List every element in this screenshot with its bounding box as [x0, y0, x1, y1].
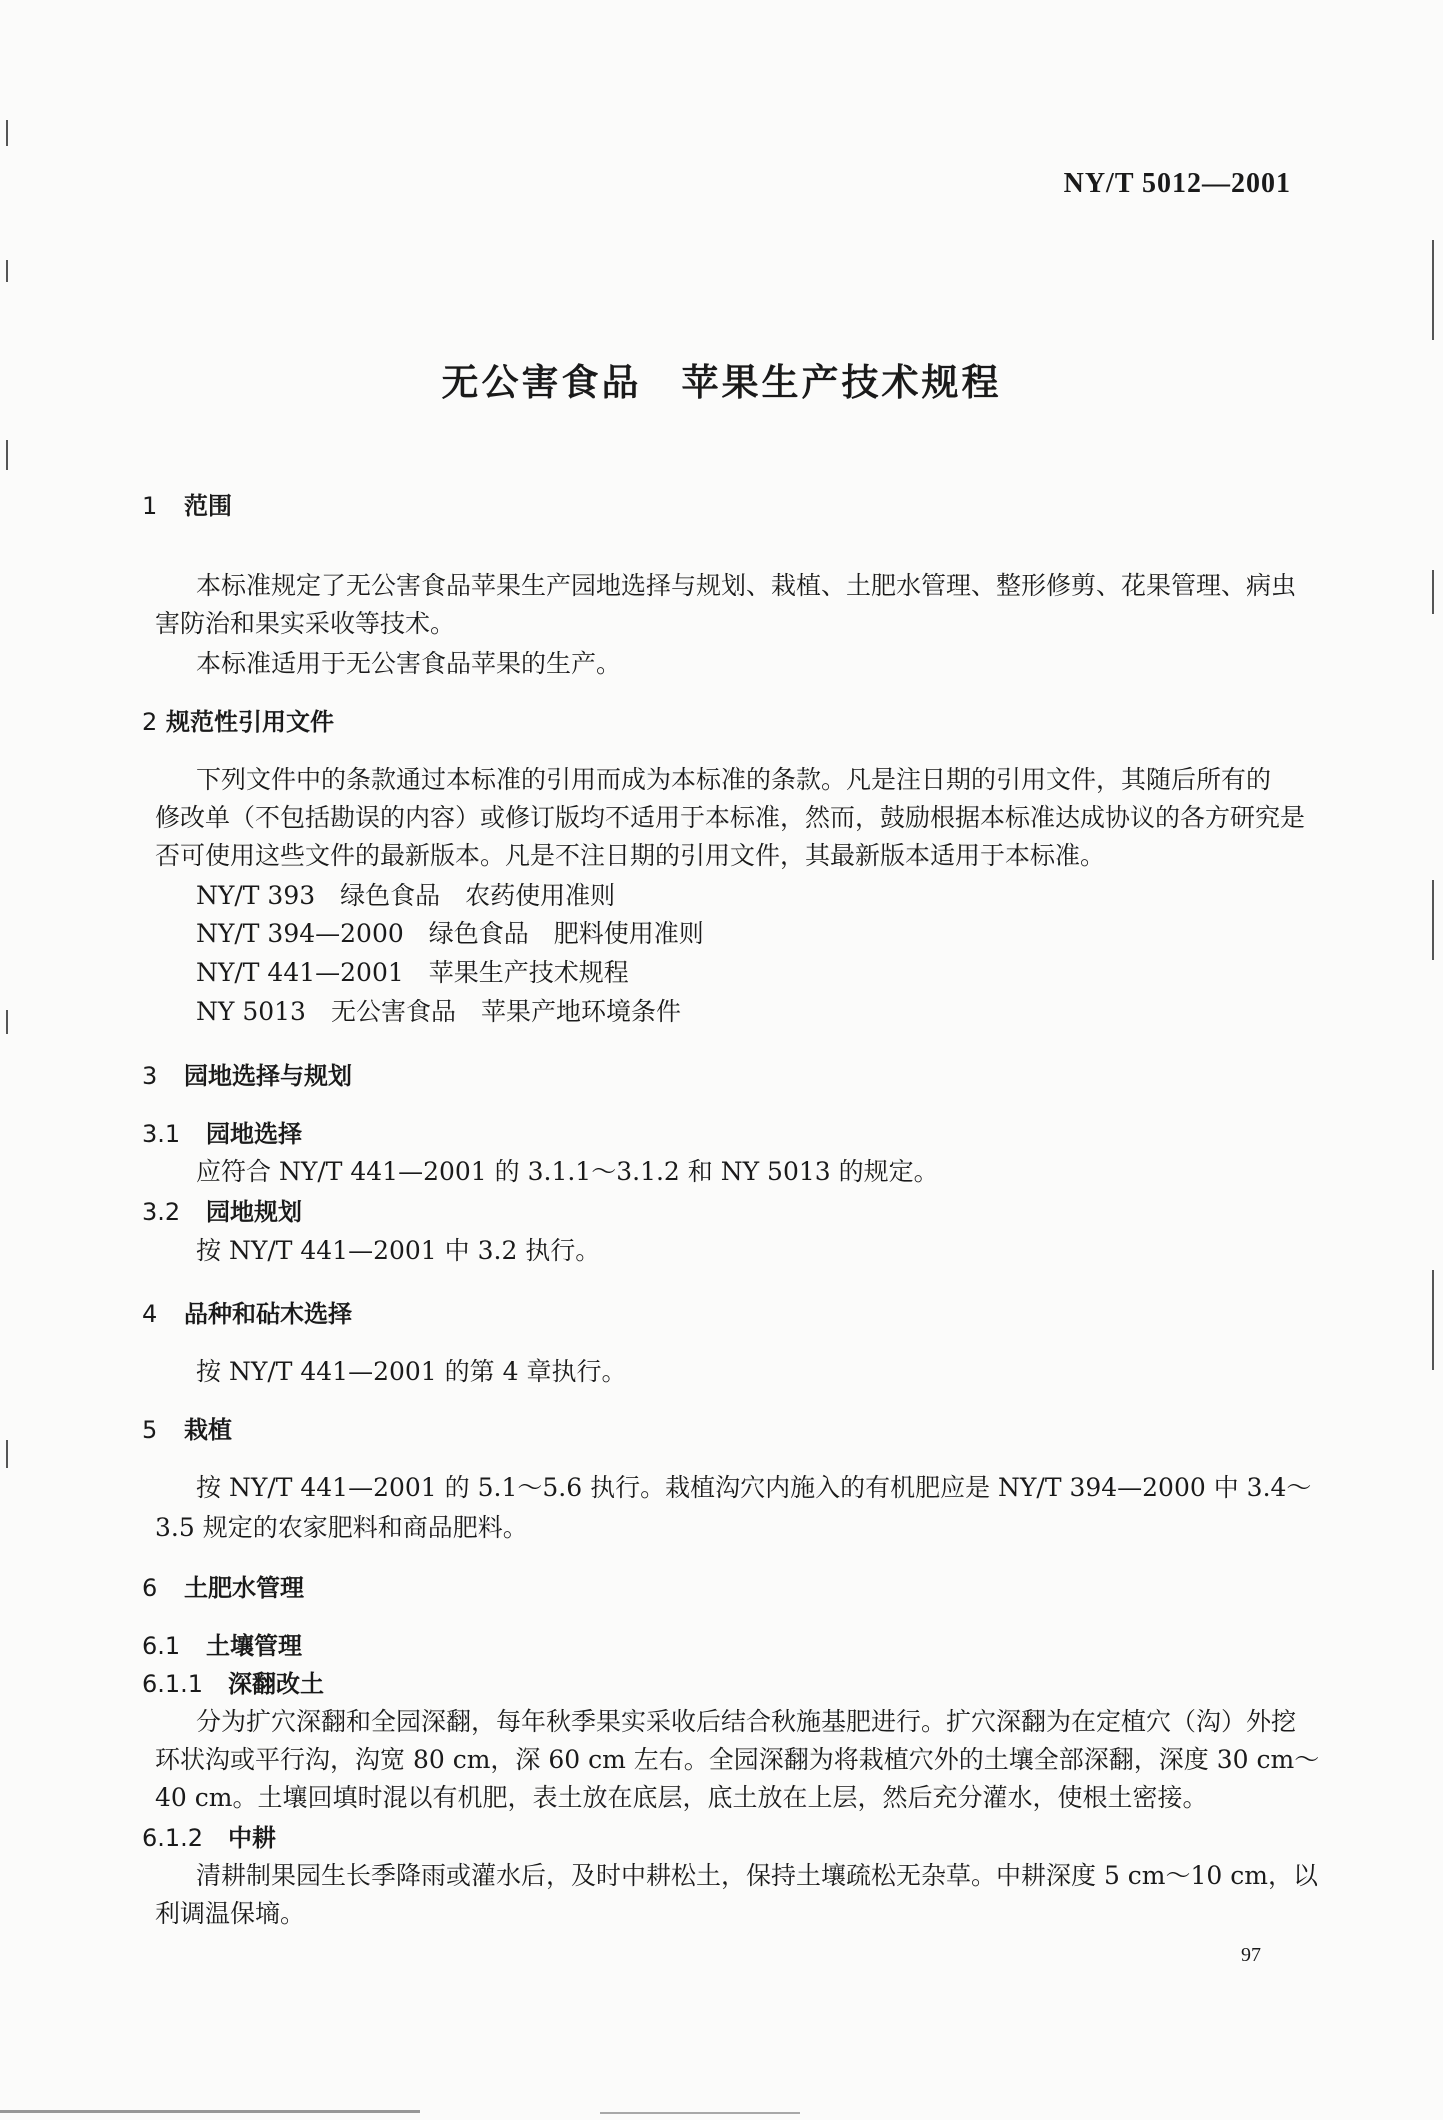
scan-mark — [6, 120, 8, 146]
paragraph-line: 本标准适用于无公害食品苹果的生产。 — [196, 649, 622, 678]
paragraph-line: 3.5 规定的农家肥料和商品肥料。 — [155, 1513, 528, 1542]
paragraph-line: 40 cm。土壤回填时混以有机肥，表土放在底层，底土放在上层，然后充分灌水，使根土密接。 — [155, 1783, 1208, 1812]
section-title: 中耕 — [228, 1824, 276, 1852]
reference-item: NY 5013 无公害食品 苹果产地环境条件 — [196, 997, 681, 1026]
section-heading-5 — [142, 1414, 232, 1446]
paragraph-line: 清耕制果园生长季降雨或灌水后，及时中耕松土，保持土壤疏松无杂草。中耕深度 5 cm～10 cm，以 — [196, 1861, 1318, 1890]
standard-code: NY/T 5012—2001 — [1063, 168, 1291, 199]
subsection-heading-3-2 — [142, 1196, 302, 1228]
section-heading-3 — [142, 1060, 352, 1092]
paragraph-line: 利调温保墒。 — [155, 1899, 306, 1928]
section-number: 4 — [142, 1300, 158, 1328]
scan-mark — [1432, 240, 1434, 340]
subsection-heading-3-1 — [142, 1118, 302, 1150]
scan-mark — [1432, 1270, 1434, 1370]
section-title: 园地规划 — [206, 1198, 302, 1226]
scan-mark — [6, 440, 8, 470]
section-heading-1 — [142, 490, 232, 522]
paragraph-line: 否可使用这些文件的最新版本。凡是不注日期的引用文件，其最新版本适用于本标准。 — [155, 841, 1106, 870]
section-number: 3.2 — [142, 1198, 181, 1226]
paragraph-line: 按 NY/T 441—2001 中 3.2 执行。 — [196, 1236, 601, 1265]
section-title: 土壤管理 — [206, 1632, 302, 1660]
section-number: 6.1 — [142, 1632, 181, 1660]
section-number: 5 — [142, 1416, 158, 1444]
paragraph-line: 环状沟或平行沟，沟宽 80 cm，深 60 cm 左右。全园深翻为将栽植穴外的土壤全部深翻，深度 30 cm～ — [155, 1745, 1320, 1774]
section-number: 6.1.2 — [142, 1824, 204, 1852]
section-number: 6 — [142, 1574, 158, 1602]
section-number: 2 — [142, 708, 158, 736]
page-number: 97 — [1241, 1944, 1261, 1966]
reference-item: NY/T 393 绿色食品 农药使用准则 — [196, 881, 616, 910]
scan-mark — [6, 1010, 8, 1034]
section-title: 深翻改土 — [228, 1670, 324, 1698]
section-title: 品种和砧木选择 — [184, 1300, 352, 1328]
section-heading-4 — [142, 1298, 352, 1330]
section-title: 土肥水管理 — [184, 1574, 304, 1602]
section-heading-2 — [142, 706, 334, 738]
paragraph-line: 按 NY/T 441—2001 的第 4 章执行。 — [196, 1357, 627, 1386]
paragraph-line: 下列文件中的条款通过本标准的引用而成为本标准的条款。凡是注日期的引用文件，其随后所有的 — [196, 765, 1272, 794]
section-number: 6.1.1 — [142, 1670, 204, 1698]
paragraph-line: 本标准规定了无公害食品苹果生产园地选择与规划、栽植、土肥水管理、整形修剪、花果管理、病虫 — [196, 571, 1297, 600]
paragraph-line: 分为扩穴深翻和全园深翻，每年秋季果实采收后结合秋施基肥进行。扩穴深翻为在定植穴（沟）外挖 — [196, 1707, 1297, 1736]
subsection-heading-6-1-1 — [142, 1668, 324, 1700]
scan-mark — [1432, 880, 1434, 960]
subsection-heading-6-1 — [142, 1630, 302, 1662]
section-heading-6 — [142, 1572, 304, 1604]
paragraph-line: 按 NY/T 441—2001 的 5.1～5.6 执行。栽植沟穴内施入的有机肥应是 NY/T 394—2000 中 3.4～ — [196, 1473, 1312, 1502]
scan-mark — [1432, 570, 1434, 614]
section-title: 规范性引用文件 — [166, 708, 334, 736]
section-title: 范围 — [184, 492, 232, 520]
section-number: 3 — [142, 1062, 158, 1090]
scan-mark — [6, 260, 8, 282]
paragraph-line: 修改单（不包括勘误的内容）或修订版均不适用于本标准，然而，鼓励根据本标准达成协议的各方研究是 — [155, 803, 1306, 832]
section-number: 1 — [142, 492, 158, 520]
reference-item: NY/T 394—2000 绿色食品 肥料使用准则 — [196, 919, 704, 948]
section-title: 栽植 — [184, 1416, 232, 1444]
scan-mark — [0, 2110, 420, 2113]
document-title: 无公害食品 苹果生产技术规程 — [441, 361, 1002, 404]
section-number: 3.1 — [142, 1120, 181, 1148]
reference-item: NY/T 441—2001 苹果生产技术规程 — [196, 958, 629, 987]
scan-mark — [600, 2112, 800, 2114]
paragraph-line: 应符合 NY/T 441—2001 的 3.1.1～3.1.2 和 NY 5013 的规定。 — [196, 1157, 939, 1186]
section-title: 园地选择 — [206, 1120, 302, 1148]
subsection-heading-6-1-2 — [142, 1822, 276, 1854]
section-title: 园地选择与规划 — [184, 1062, 352, 1090]
paragraph-line: 害防治和果实采收等技术。 — [155, 609, 456, 638]
scan-mark — [6, 1440, 8, 1468]
